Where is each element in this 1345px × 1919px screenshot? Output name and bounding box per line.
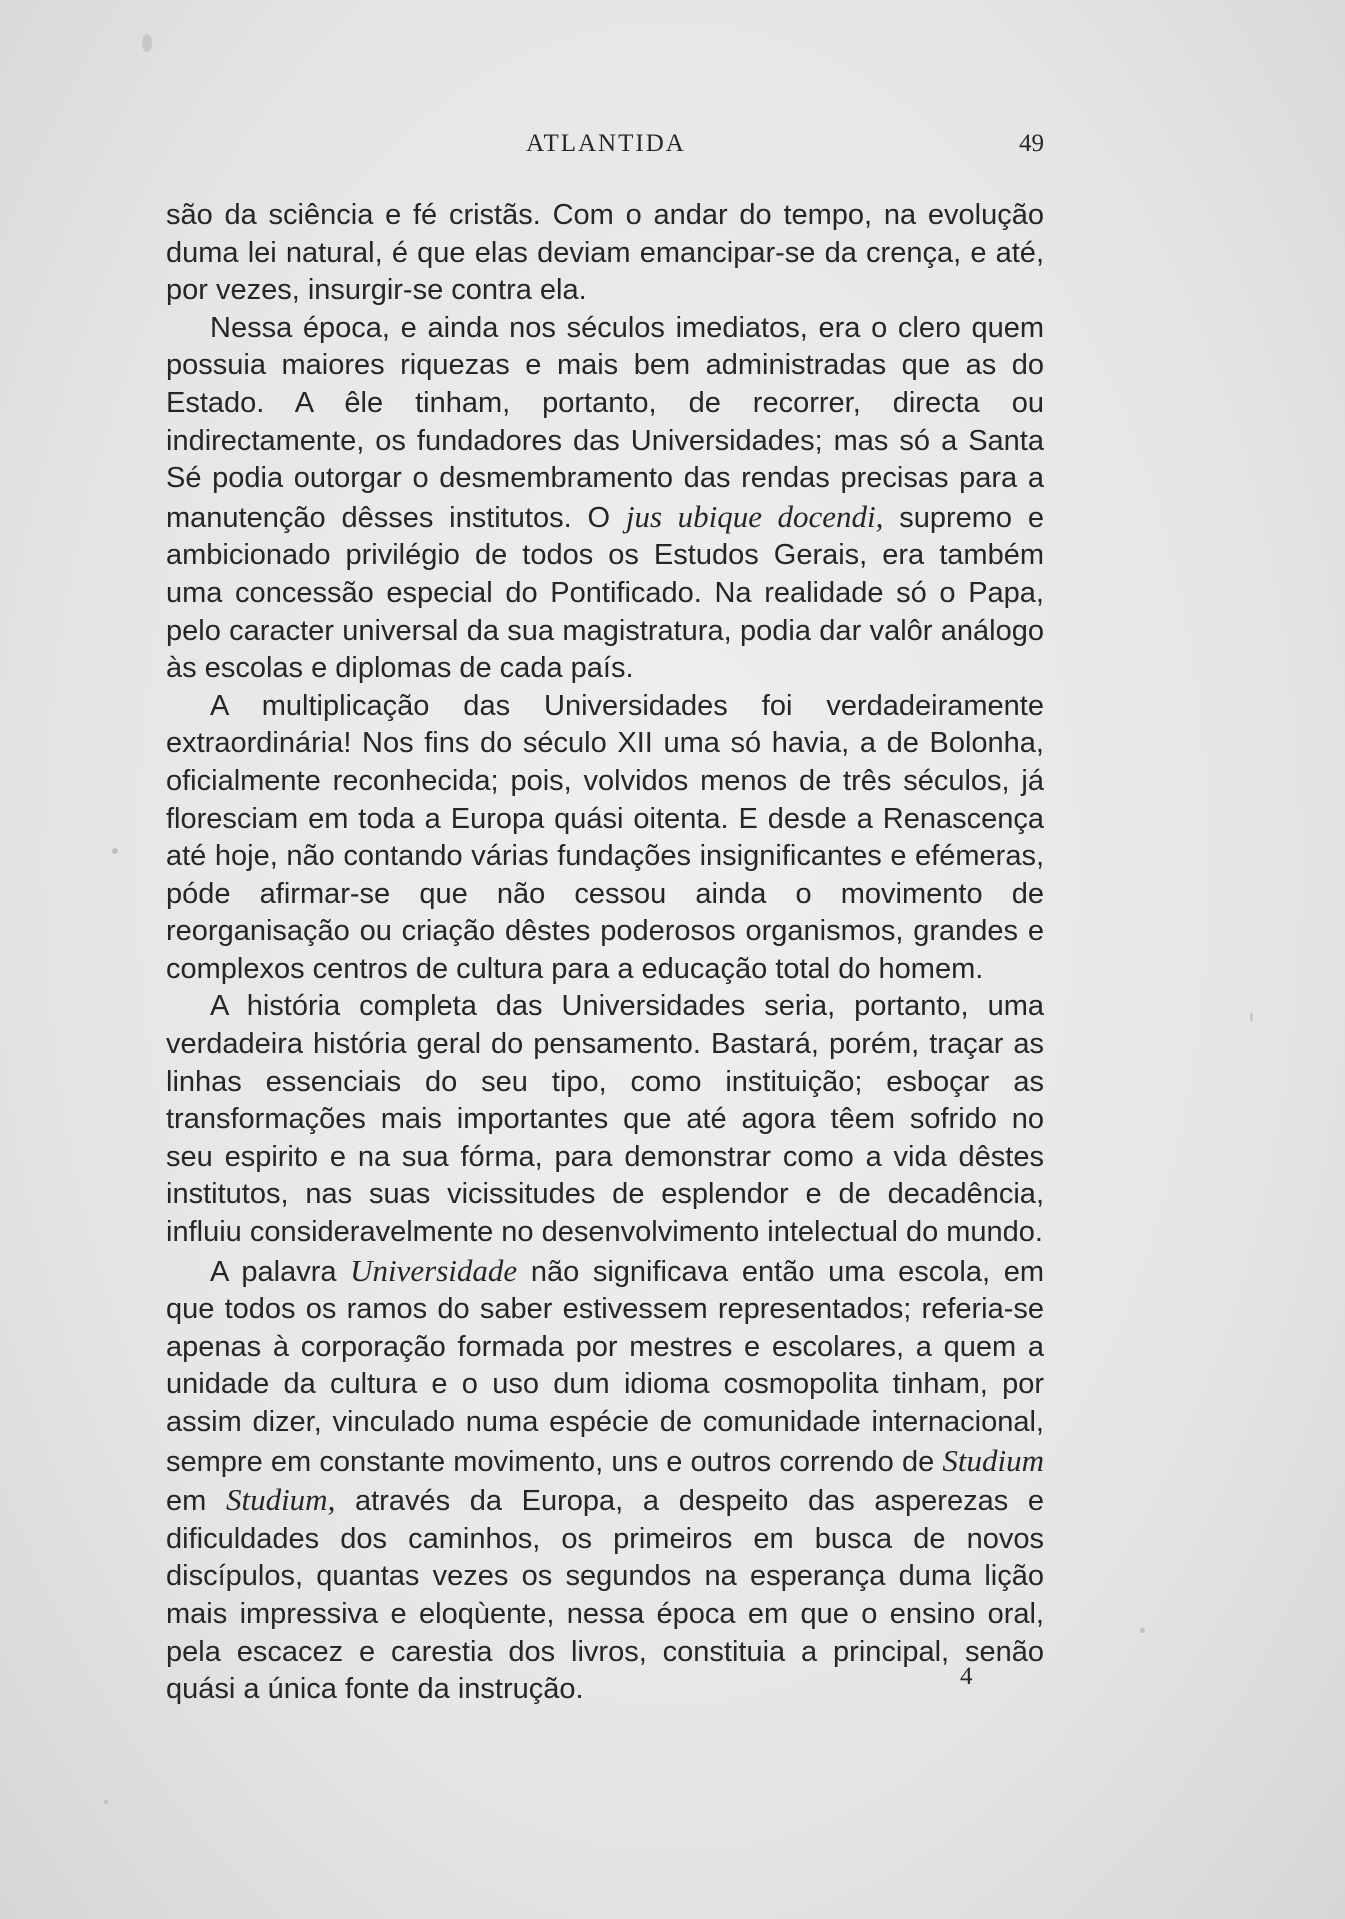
signature-mark: 4 (960, 1663, 973, 1690)
text-run: Nessa época, e ainda nos séculos imediatos, era o clero quem possuia maiores riquezas e mais bem administradas que as do Estado. A êle tinham, portanto, de recorrer, directa ou indirectamente, os fundadores das Universidades; mas só a Santa Sé podia outorgar o desmembramento das rendas precisas para a manutenção dêsses institutos. O (166, 311, 1044, 534)
text-run: em (166, 1485, 226, 1518)
text-run: A multiplicação das Universidades foi verdadeiramente extraordinária! Nos fins do século XII uma só havia, a de Bolonha, oficialmente reconhecida; pois, volvidos menos de três séculos, já floresciam em toda a Europa quási oitenta. E desde a Renascença até hoje, não contando várias fundações insignificantes e efémeras, póde afirmar-se que não cessou ainda o movimento de reorganisação ou criação dêstes poderosos organismos, grandes e complexos centros de cultura para a educação total do homem. (166, 689, 1044, 985)
paragraph (166, 988, 1044, 1251)
paragraph (166, 310, 1044, 688)
body-text (166, 197, 1044, 1709)
paper-speck (142, 34, 152, 52)
paragraph (166, 197, 1044, 310)
paper-speck (104, 1800, 108, 1804)
text-run: não significava então uma escola, em que todos os ramos do saber estivessem representados; referia-se apenas à corporação formada por mestres e escolares, a quem a unidade da cultura e o uso dum idioma cosmopolita tinham, por assim dizer, vinculado numa espécie de comunidade internacional, sempre em constante movimento, uns e outros correndo de (166, 1255, 1044, 1478)
italic-term: Universidade (350, 1252, 518, 1288)
paragraph (166, 1252, 1044, 1709)
paper-speck (1140, 1628, 1145, 1633)
text-run: são da sciência e fé cristãs. Com o andar do tempo, na evolução duma lei natural, é que elas deviam emancipar-se da crença, e até, por vezes, insurgir-se contra ela. (166, 199, 1044, 307)
text-run: supremo e ambicionado privilégio de todos os Estudos Gerais, era também uma concessão especial do Pontificado. Na realidade só o Papa, pelo caracter universal da sua magistratura, podia dar valôr análogo às escolas e diplomas de cada país. (166, 501, 1044, 685)
page-header (168, 128, 1044, 164)
running-title: ATLANTIDA (526, 130, 686, 157)
paragraph (166, 688, 1044, 989)
text-run: A história completa das Universidades seria, portanto, uma verdadeira história geral do pensamento. Bastará, porém, traçar as linhas essenciais do seu tipo, como instituição; esboçar as transformações mais importantes que até agora têem sofrido no seu espirito e na sua fórma, para demonstrar como a vida dêstes institutos, nas suas vicissitudes de esplendor e de decadência, influiu consideravelmente no desenvolvimento intelectual do mundo. (166, 990, 1044, 1249)
paper-speck (1250, 1012, 1253, 1022)
italic-term: jus ubique docendi, (625, 498, 884, 534)
page-number: 49 (1019, 130, 1044, 157)
text-run: A palavra (210, 1255, 351, 1288)
text-run: através da Europa, a despeito das asperezas e dificuldades dos caminhos, os primeiros em busca de novos discípulos, quantas vezes os segundos na esperança duma lição mais impressiva e eloqùente, nessa época em que o ensino oral, pela escacez e carestia dos livros, constituia a principal, senão quási a única fonte da instrução. (166, 1485, 1045, 1706)
italic-term: Studium, (225, 1482, 336, 1518)
paper-speck (112, 848, 118, 854)
italic-term: Studium (942, 1442, 1044, 1478)
